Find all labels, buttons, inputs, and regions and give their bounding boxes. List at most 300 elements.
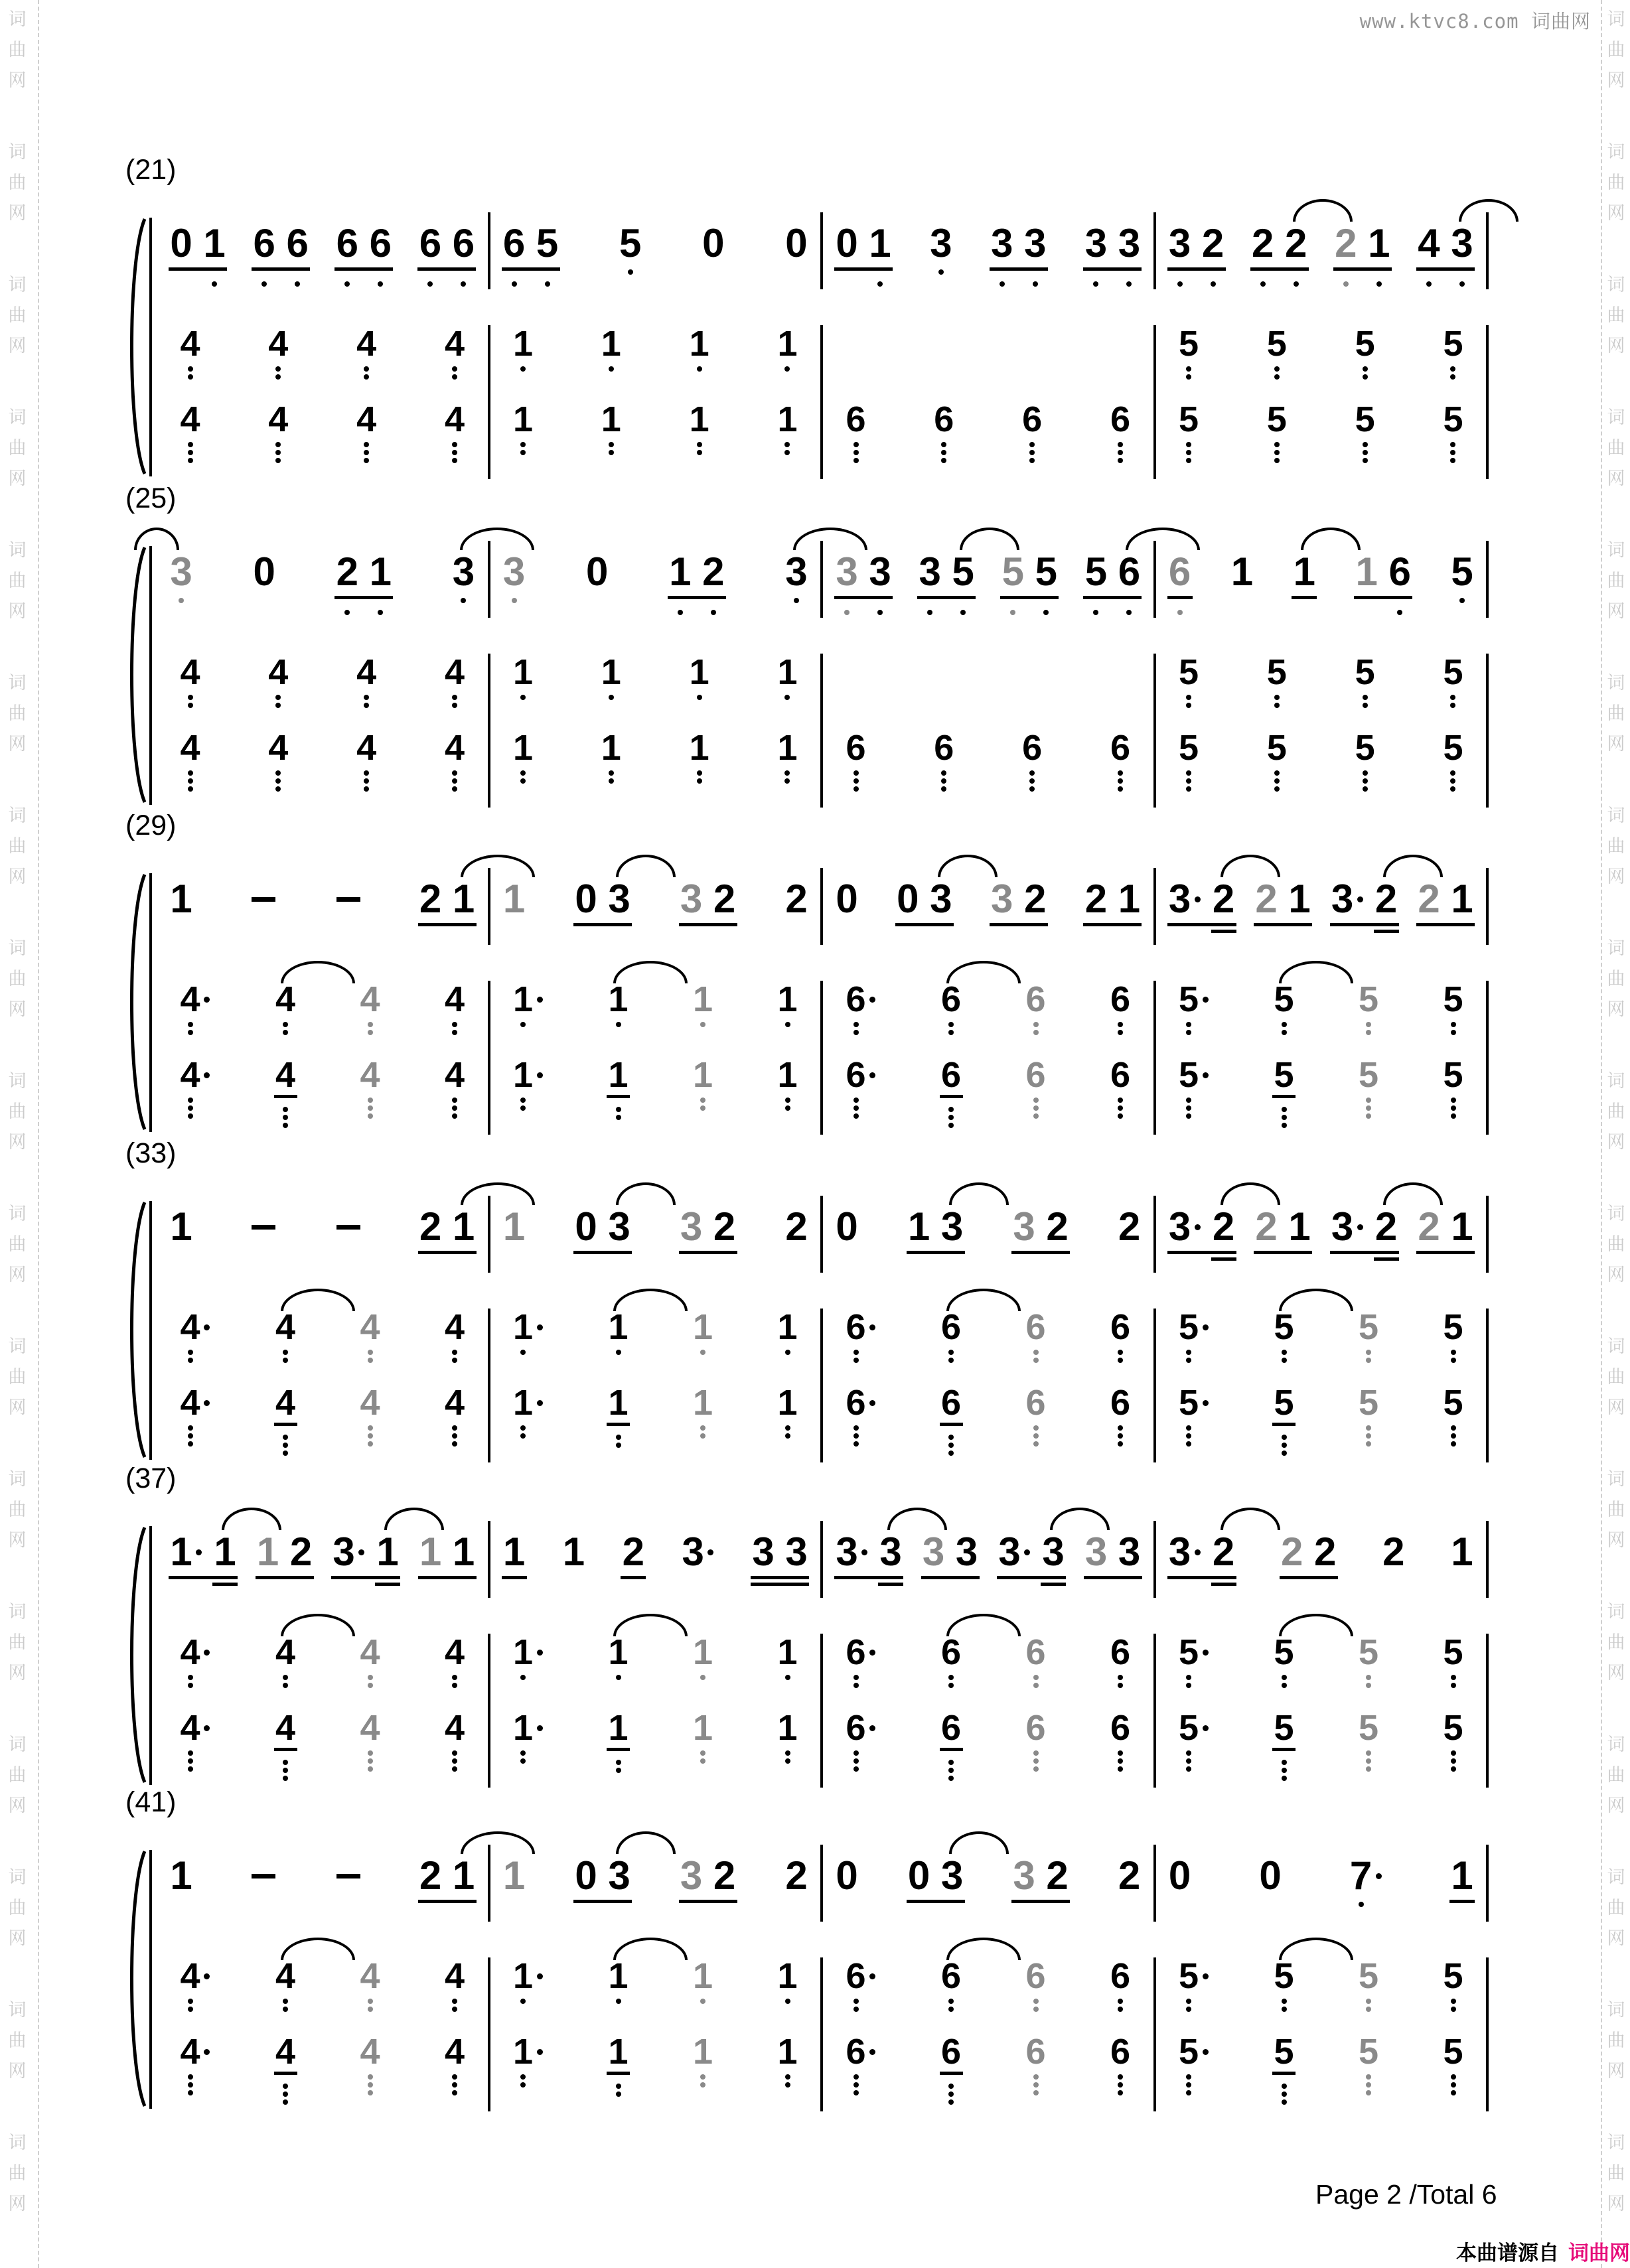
octave-dot bbox=[1451, 1683, 1456, 1688]
side-watermark-char: 词 bbox=[8, 2000, 27, 2020]
octave-dot bbox=[616, 1768, 621, 1773]
note bbox=[275, 1384, 296, 1421]
bass-upper-note bbox=[513, 981, 544, 1056]
octave-dots bbox=[513, 695, 534, 700]
note-group bbox=[1168, 879, 1236, 920]
octave-dot bbox=[941, 770, 946, 776]
octave-dots bbox=[1359, 1675, 1379, 1688]
note-digit: 3 bbox=[608, 1204, 630, 1249]
octave-dot bbox=[1033, 1766, 1039, 1772]
dash-note bbox=[249, 1855, 278, 1896]
note-digit: 1 bbox=[689, 652, 709, 692]
note-digit: 5 bbox=[1443, 324, 1463, 364]
note-digit: 0 bbox=[575, 1853, 597, 1898]
bass-beat bbox=[360, 1634, 380, 1746]
octave-dot bbox=[700, 1350, 705, 1355]
bass-lower-note bbox=[846, 1384, 877, 1421]
octave-dot bbox=[452, 1758, 457, 1764]
eighth-underline bbox=[607, 1748, 630, 1751]
octave-dot bbox=[1118, 450, 1123, 455]
octave-dot bbox=[1186, 770, 1191, 776]
octave-dots bbox=[268, 442, 289, 463]
augmentation-dot bbox=[704, 1531, 715, 1573]
bass-beat bbox=[608, 1957, 629, 2070]
note bbox=[1443, 325, 1463, 362]
octave-dot bbox=[1186, 1350, 1191, 1355]
note-digit: 2 bbox=[419, 1204, 442, 1249]
note bbox=[908, 1206, 930, 1247]
octave-dot bbox=[1186, 2007, 1191, 2012]
note bbox=[1179, 325, 1199, 362]
octave-dot bbox=[1211, 281, 1216, 287]
note bbox=[1179, 729, 1199, 766]
octave-dot bbox=[853, 442, 859, 447]
bass-beat bbox=[275, 1957, 296, 2070]
dash-note bbox=[249, 879, 278, 920]
bass-upper-note bbox=[777, 981, 798, 1056]
octave-dots bbox=[180, 2074, 200, 2095]
note-digit: 6 bbox=[452, 221, 475, 265]
octave-dots bbox=[1359, 1750, 1379, 1772]
tie-arc bbox=[461, 1831, 535, 1854]
bass-beat bbox=[777, 981, 798, 1094]
octave-dots bbox=[777, 2074, 798, 2088]
note-digit: 2 bbox=[702, 549, 725, 594]
note-digit: 4 bbox=[360, 1632, 380, 1672]
octave-dot bbox=[188, 2090, 193, 2095]
octave-dot bbox=[1359, 1902, 1364, 1907]
note-group bbox=[922, 1531, 979, 1573]
note-digit: 0 bbox=[785, 221, 808, 265]
system bbox=[123, 1137, 1489, 1462]
octave-dots bbox=[1202, 281, 1224, 287]
octave-dots bbox=[1110, 1750, 1131, 1772]
note-digit: 1 bbox=[777, 728, 798, 768]
octave-dot bbox=[1118, 1683, 1123, 1688]
note bbox=[680, 879, 703, 920]
note bbox=[333, 1531, 366, 1573]
octave-dots bbox=[777, 1425, 798, 1439]
eighth-underline bbox=[607, 1423, 630, 1426]
note bbox=[1382, 1531, 1405, 1573]
note bbox=[453, 879, 475, 920]
note bbox=[1350, 1855, 1383, 1896]
side-watermark-char: 词 bbox=[1607, 2133, 1625, 2153]
note-digit: 3 bbox=[836, 1529, 858, 1574]
octave-dot bbox=[1282, 1022, 1287, 1027]
bass-lower-note bbox=[777, 1709, 798, 1746]
note-group bbox=[784, 551, 808, 593]
side-watermark-char: 曲 bbox=[8, 1101, 27, 1121]
octave-dot bbox=[188, 458, 193, 463]
bass-beat bbox=[356, 325, 377, 438]
octave-dot bbox=[938, 269, 944, 275]
note-group bbox=[248, 1206, 279, 1247]
octave-dot bbox=[368, 1766, 373, 1772]
tie-arc bbox=[1293, 199, 1353, 222]
note bbox=[1266, 401, 1287, 438]
note-digit: 3 bbox=[1168, 877, 1191, 921]
staff-brace-icon bbox=[123, 872, 148, 1135]
note bbox=[1118, 551, 1140, 593]
melody-row bbox=[157, 1206, 1489, 1273]
bass-upper-note bbox=[601, 654, 621, 729]
tie-arc bbox=[460, 528, 534, 550]
note bbox=[777, 1709, 798, 1746]
note-digit: 1 bbox=[512, 1307, 534, 1347]
side-watermark-char: 网 bbox=[8, 203, 27, 223]
octave-dot bbox=[948, 2084, 954, 2089]
note-digit: 3 bbox=[752, 1529, 775, 1574]
bass-lower-note bbox=[941, 1384, 962, 1421]
note-digit: 1 bbox=[203, 221, 226, 265]
side-watermark-char: 曲 bbox=[1607, 836, 1625, 856]
octave-dot bbox=[1118, 2082, 1123, 2088]
note-digit: 5 bbox=[1443, 728, 1463, 768]
side-watermark-group bbox=[5, 402, 29, 494]
note bbox=[608, 1709, 629, 1746]
note bbox=[713, 879, 736, 920]
octave-dot bbox=[452, 1425, 457, 1431]
note-digit: 0 bbox=[836, 877, 858, 921]
melody-measure bbox=[490, 1206, 821, 1247]
note-digit: 1 bbox=[608, 1632, 629, 1672]
octave-dot bbox=[1450, 366, 1455, 372]
sixteenth-underline bbox=[878, 1583, 903, 1586]
note-group bbox=[896, 879, 953, 920]
note-group bbox=[1168, 1206, 1236, 1247]
bass-lower-note bbox=[1179, 729, 1199, 766]
octave-dots bbox=[1266, 695, 1287, 708]
note bbox=[180, 654, 200, 691]
note-digit: 6 bbox=[502, 221, 526, 265]
side-watermark-group bbox=[5, 1066, 29, 1157]
octave-dot bbox=[452, 1683, 457, 1688]
bass-barline bbox=[1486, 1957, 1489, 2111]
octave-dot bbox=[452, 1358, 457, 1363]
octave-dot bbox=[344, 281, 350, 287]
note-digit: 5 bbox=[1274, 2032, 1294, 2072]
bass-beat bbox=[360, 1957, 380, 2070]
bass-upper-note bbox=[360, 1957, 380, 2033]
note bbox=[1179, 1384, 1210, 1421]
note bbox=[689, 325, 709, 362]
bass-upper-note bbox=[1443, 981, 1463, 1056]
eighth-underline bbox=[1272, 1095, 1296, 1098]
note-digit: 1 bbox=[869, 221, 891, 265]
note-digit: 5 bbox=[1178, 1632, 1199, 1672]
octave-dot bbox=[784, 695, 790, 700]
octave-dots bbox=[444, 442, 465, 463]
octave-dot bbox=[1450, 770, 1455, 776]
octave-dot bbox=[1186, 458, 1191, 463]
beam-underline bbox=[751, 1576, 809, 1579]
note bbox=[1355, 729, 1375, 766]
note bbox=[1110, 1384, 1131, 1421]
octave-dot bbox=[1366, 1441, 1371, 1447]
side-watermark-group bbox=[5, 137, 29, 228]
octave-dot bbox=[452, 778, 457, 784]
octave-dots bbox=[1110, 770, 1130, 792]
note-digit: 5 bbox=[1274, 979, 1294, 1019]
bass-upper-note bbox=[1022, 325, 1043, 401]
octave-dots bbox=[356, 366, 377, 380]
octave-dots bbox=[601, 770, 621, 784]
note bbox=[1179, 1709, 1210, 1746]
note bbox=[941, 1634, 962, 1671]
bass-beat bbox=[360, 981, 380, 1094]
note bbox=[846, 981, 877, 1018]
octave-dot bbox=[1186, 703, 1191, 708]
octave-dot bbox=[512, 281, 517, 287]
octave-dots bbox=[1274, 1999, 1294, 2012]
note bbox=[693, 2033, 713, 2070]
bass-upper-note bbox=[846, 1634, 877, 1709]
octave-dots bbox=[1169, 281, 1191, 287]
note-group bbox=[681, 1531, 715, 1573]
tie-arc bbox=[613, 1289, 688, 1311]
octave-dots bbox=[608, 1107, 629, 1120]
note bbox=[956, 1531, 978, 1573]
eighth-underline bbox=[274, 1748, 297, 1751]
bass-lower-note bbox=[356, 729, 377, 766]
octave-dot bbox=[1450, 458, 1455, 463]
note bbox=[785, 1855, 808, 1896]
note bbox=[608, 1634, 629, 1671]
note bbox=[608, 1957, 629, 1995]
note-digit: 1 bbox=[777, 1632, 798, 1672]
bass-beat bbox=[1359, 1634, 1379, 1746]
side-watermark-char: 网 bbox=[8, 601, 27, 621]
staff-brace-icon bbox=[123, 1525, 148, 1788]
octave-dots bbox=[846, 1350, 866, 1363]
note bbox=[1359, 1634, 1379, 1671]
bass-lower-note bbox=[1274, 2033, 1294, 2070]
note bbox=[1025, 1384, 1046, 1421]
note-digit: 4 bbox=[444, 1708, 465, 1748]
octave-dot bbox=[452, 770, 457, 776]
octave-dots bbox=[275, 1999, 296, 2012]
note-digit: 1 bbox=[689, 728, 709, 768]
bass-beat bbox=[445, 1309, 465, 1421]
octave-dot bbox=[1451, 1358, 1456, 1363]
octave-dot bbox=[368, 1441, 373, 1447]
bass-beat bbox=[1355, 325, 1375, 438]
octave-dots bbox=[1179, 1999, 1199, 2012]
octave-dot bbox=[616, 1350, 621, 1355]
side-watermark-char: 网 bbox=[8, 2194, 27, 2214]
octave-dot bbox=[1363, 770, 1368, 776]
note-digit: 1 bbox=[907, 1204, 930, 1249]
octave-dot bbox=[1186, 1999, 1191, 2004]
note bbox=[1375, 879, 1398, 920]
note bbox=[1274, 1309, 1294, 1346]
note-digit: 0 bbox=[836, 1853, 858, 1898]
note-group bbox=[332, 1531, 400, 1573]
octave-dots bbox=[369, 610, 392, 615]
note-digit: 1 bbox=[512, 1055, 534, 1095]
bass-measure bbox=[823, 325, 1153, 438]
note bbox=[1110, 401, 1130, 438]
bass-beat bbox=[934, 654, 954, 766]
beam-underline bbox=[1167, 1251, 1236, 1254]
octave-dot bbox=[1186, 1433, 1191, 1439]
note-digit: 1 bbox=[256, 1529, 279, 1574]
bass-measure bbox=[490, 1957, 821, 2070]
beam-underline bbox=[334, 267, 393, 271]
bass-lower-note bbox=[1110, 729, 1130, 766]
note-digit: 5 bbox=[1443, 979, 1463, 1019]
octave-dot bbox=[1033, 1758, 1039, 1764]
bass-beat bbox=[693, 1309, 713, 1421]
note-digit: 5 bbox=[1355, 324, 1375, 364]
bass-lower-note bbox=[180, 729, 200, 766]
note-group bbox=[333, 879, 364, 920]
note bbox=[702, 223, 725, 264]
note bbox=[836, 551, 858, 593]
octave-dot bbox=[275, 366, 281, 372]
octave-dots bbox=[1035, 610, 1057, 615]
bass-beat bbox=[1110, 981, 1131, 1094]
bass-upper-note bbox=[445, 1634, 465, 1709]
note-digit: 5 bbox=[1178, 652, 1199, 692]
octave-dot bbox=[1274, 366, 1280, 372]
octave-dot bbox=[616, 1999, 621, 2004]
octave-dot bbox=[283, 1451, 288, 1456]
note-digit: 2 bbox=[289, 1529, 313, 1574]
octave-dot bbox=[609, 450, 614, 455]
note bbox=[1375, 1206, 1398, 1247]
beam-underline bbox=[1449, 1900, 1475, 1903]
octave-dot bbox=[1366, 1030, 1371, 1035]
bass-upper-note bbox=[846, 1309, 877, 1384]
side-watermark-char: 词 bbox=[8, 806, 27, 825]
octave-dot bbox=[948, 1115, 954, 1120]
bass-lower-note bbox=[268, 729, 289, 766]
beam-underline bbox=[834, 596, 893, 599]
barline bbox=[1486, 541, 1489, 618]
octave-dots bbox=[1359, 1350, 1379, 1363]
note-group bbox=[1118, 1206, 1142, 1247]
side-watermark-char: 曲 bbox=[8, 305, 27, 325]
note-digit: 1 bbox=[170, 877, 192, 921]
bass-lower-note bbox=[513, 401, 534, 438]
bass-beat bbox=[180, 1309, 211, 1421]
note-digit: 1 bbox=[1451, 877, 1473, 921]
note-digit: 1 bbox=[777, 324, 798, 364]
bass-upper-note bbox=[846, 325, 866, 401]
octave-dots bbox=[445, 1425, 465, 1447]
bass-beat bbox=[275, 1634, 296, 1746]
octave-dot bbox=[1451, 1113, 1456, 1119]
bass-lower-note bbox=[689, 401, 709, 438]
bass-upper-note bbox=[268, 654, 289, 729]
side-watermark-char: 曲 bbox=[8, 969, 27, 989]
note bbox=[275, 1709, 296, 1746]
octave-dots bbox=[1359, 1022, 1379, 1035]
octave-dot bbox=[1451, 1433, 1456, 1439]
note bbox=[1025, 1709, 1046, 1746]
octave-dot bbox=[452, 1113, 457, 1119]
note-digit: 1 bbox=[1355, 549, 1378, 594]
bass-beat bbox=[444, 325, 465, 438]
octave-dots bbox=[360, 1750, 380, 1772]
octave-dot bbox=[1282, 2007, 1287, 2012]
note-group bbox=[1292, 551, 1316, 593]
octave-dot bbox=[344, 610, 350, 615]
note bbox=[846, 1056, 877, 1094]
octave-dots bbox=[689, 442, 709, 455]
dash-note bbox=[334, 879, 363, 920]
bass-upper-note bbox=[693, 981, 713, 1056]
note-group bbox=[252, 551, 276, 593]
beam-underline bbox=[907, 1900, 965, 1903]
note bbox=[1451, 1206, 1473, 1247]
beam-underline bbox=[1254, 923, 1312, 926]
note-digit: 0 bbox=[585, 549, 609, 594]
side-watermark-char: 词 bbox=[8, 2133, 27, 2153]
octave-dot bbox=[1450, 786, 1455, 792]
note-group bbox=[1084, 1531, 1142, 1573]
bass-measure bbox=[490, 325, 821, 438]
note-digit: 3 bbox=[940, 1853, 964, 1898]
note-digit: 2 bbox=[1212, 1204, 1235, 1249]
augmentation-dot bbox=[200, 1709, 211, 1746]
octave-dot bbox=[948, 1443, 954, 1448]
bass-upper-note bbox=[601, 325, 621, 401]
note-digit: 5 bbox=[619, 221, 642, 265]
note-group bbox=[585, 551, 609, 593]
tie-arc bbox=[384, 1508, 444, 1530]
note-digit: 5 bbox=[1355, 728, 1375, 768]
note bbox=[180, 2033, 211, 2070]
bass-beat bbox=[1179, 981, 1210, 1094]
note-group bbox=[502, 223, 559, 264]
note-digit: 5 bbox=[1178, 2032, 1199, 2072]
note-group bbox=[1001, 551, 1058, 593]
bass-upper-note bbox=[777, 325, 798, 401]
octave-dots bbox=[777, 1750, 798, 1764]
bass-upper-note bbox=[275, 1957, 296, 2033]
note bbox=[1213, 1206, 1235, 1247]
octave-dot bbox=[188, 1441, 193, 1447]
note-digit: 3 bbox=[930, 221, 952, 265]
octave-dots bbox=[1274, 1022, 1294, 1035]
octave-dots bbox=[1266, 442, 1287, 463]
bass-upper-note bbox=[1443, 654, 1463, 729]
bass-upper-note bbox=[1179, 1957, 1210, 2033]
bass-upper-note bbox=[1443, 1957, 1463, 2033]
octave-dot bbox=[1029, 442, 1035, 447]
octave-dot bbox=[452, 1999, 457, 2004]
note bbox=[1025, 1309, 1046, 1346]
note-digit: 1 bbox=[692, 1383, 713, 1423]
augmentation-dot bbox=[866, 2033, 877, 2070]
note-digit: 1 bbox=[170, 1204, 192, 1249]
note bbox=[180, 1957, 211, 1995]
melody-measure bbox=[490, 879, 821, 920]
bass-upper-note bbox=[693, 1309, 713, 1384]
bass-beat bbox=[689, 325, 709, 438]
octave-dots bbox=[777, 366, 798, 372]
octave-dot bbox=[1118, 1030, 1123, 1035]
bass-upper-note bbox=[941, 1309, 962, 1384]
octave-dot bbox=[1363, 778, 1368, 784]
page-indicator: Page 2 /Total 6 bbox=[1315, 2179, 1497, 2210]
octave-dot bbox=[853, 1425, 859, 1431]
side-watermark-char: 曲 bbox=[8, 173, 27, 192]
sixteenth-underline bbox=[375, 1583, 400, 1586]
